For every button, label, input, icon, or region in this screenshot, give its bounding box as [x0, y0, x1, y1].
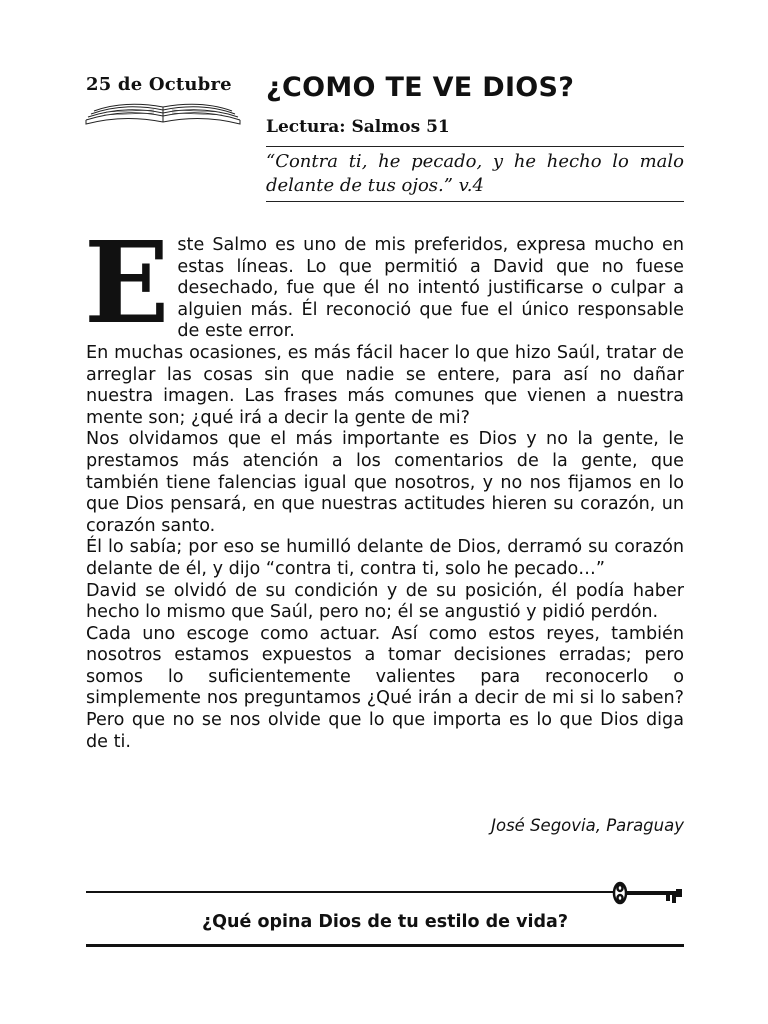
- paragraph-4: Él lo sabía; por eso se humilló delante de Dios, derramó su corazón delante de él, y dijo “contra ti, contra ti, solo he pecado…”: [86, 537, 684, 579]
- footer-divider-top: [86, 891, 614, 893]
- drop-cap: E: [84, 218, 170, 349]
- author-signature: José Segovia, Paraguay: [491, 816, 684, 835]
- paragraph-3: Nos olvidamos que el más importante es Dios y no la gente, le prestamos más atención a los comentarios de la gente, que también tiene falencias igual que nosotros, y no nos fijamos en lo que Dios pensará, en que nuestras actitudes hieren su corazón, un corazón santo.: [86, 429, 684, 536]
- paragraph-6: Cada uno escoge como actuar. Así como estos reyes, también nosotros estamos expuestos a tomar decisiones erradas; pero somos lo suficientemente valientes para reconocerlo o simplemente nos preguntamos ¿Qué irán a decir de mi si lo saben? Pero que no se nos olvide que lo que importa es lo que Dios diga de ti.: [86, 623, 684, 752]
- paragraph-1: Este Salmo es uno de mis preferidos, expresa mucho en estas líneas. Lo que permitió a David que no fuese desechado, fue que él no intentó justificarse o culpar a alguien más. Él reconoció que fue el único responsable de este error.: [84, 218, 684, 349]
- paragraph-5: David se olvidó de su condición y de su posición, él podía haber hecho lo mismo que Saúl, pero no; él se angustió y pidió perdón.: [86, 580, 684, 623]
- devotional-body: [84, 218, 684, 753]
- key-verse: “Contra ti, he pecado, y he hecho lo malo delante de tus ojos.” v.4: [266, 151, 684, 196]
- devotional-date: 25 de Octubre: [86, 74, 232, 95]
- page-title: ¿COMO TE VE DIOS?: [266, 72, 575, 103]
- reflection-question: ¿Qué opina Dios de tu estilo de vida?: [202, 912, 568, 932]
- divider-bottom: [266, 201, 684, 202]
- divider-top: [266, 146, 684, 147]
- open-book-icon: [84, 98, 242, 128]
- paragraph-2: En muchas ocasiones, es más fácil hacer lo que hizo Saúl, tratar de arreglar las cosas sin que nadie se entere, para así no dañar nuestra imagen. Las frases más comunes que vienen a nuestra mente son; ¿qué irá a decir la gente de mi?: [86, 342, 684, 428]
- reading-reference: Lectura: Salmos 51: [266, 117, 450, 137]
- footer-divider-bottom: [86, 944, 684, 947]
- key-icon: [610, 880, 686, 906]
